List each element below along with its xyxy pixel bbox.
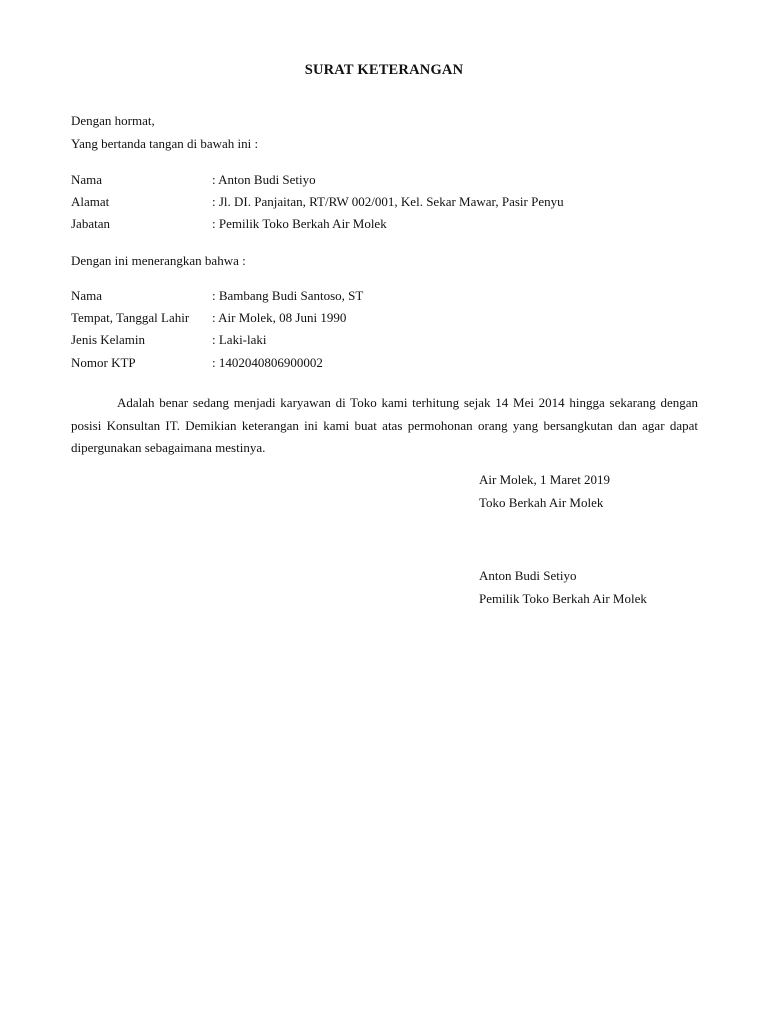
document-title: SURAT KETERANGAN xyxy=(304,62,464,78)
field-value: : Bambang Budi Santoso, ST xyxy=(212,288,364,303)
field-label: Nomor KTP xyxy=(71,355,136,370)
subject-row-gender xyxy=(71,332,267,348)
field-value: : Anton Budi Setiyo xyxy=(212,172,316,187)
statement-text: Dengan ini menerangkan bahwa : xyxy=(71,253,246,268)
intro-text: Yang bertanda tangan di bawah ini : xyxy=(71,136,259,151)
field-label: Tempat, Tanggal Lahir xyxy=(71,310,190,325)
field-value: : Air Molek, 08 Juni 1990 xyxy=(212,310,347,325)
subject-row-ktp xyxy=(71,355,323,371)
greeting: Dengan hormat, xyxy=(71,113,155,128)
company-name: Toko Berkah Air Molek xyxy=(479,495,604,510)
body-paragraph: Adalah benar sedang menjadi karyawan di Toko kami terhitung sejak 14 Mei 2014 hingga sekarang dengan posisi Konsultan IT. Demikian keterangan ini kami buat atas permohonan orang yang bersangkutan dan agar dapat dipergunakan sebagaimana mestinya. xyxy=(71,395,698,455)
place-date: Air Molek, 1 Maret 2019 xyxy=(479,472,611,487)
subject-row-birth xyxy=(71,310,346,326)
field-value: : Jl. DI. Panjaitan, RT/RW 002/001, Kel. Sekar Mawar, Pasir Penyu xyxy=(212,194,564,209)
signatory-position: Pemilik Toko Berkah Air Molek xyxy=(479,591,647,606)
signer-row-position xyxy=(71,216,387,232)
field-label: Alamat xyxy=(71,194,110,209)
field-value: : 1402040806900002 xyxy=(212,355,323,370)
field-label: Jabatan xyxy=(71,216,110,231)
field-label: Nama xyxy=(71,172,103,187)
field-label: Nama xyxy=(71,288,103,303)
signer-row-name xyxy=(71,172,316,188)
field-value: : Laki-laki xyxy=(212,332,267,347)
signer-row-address xyxy=(71,194,564,210)
field-value: : Pemilik Toko Berkah Air Molek xyxy=(212,216,387,231)
signatory-name: Anton Budi Setiyo xyxy=(479,568,577,583)
subject-row-name xyxy=(71,288,363,304)
field-label: Jenis Kelamin xyxy=(71,332,146,347)
